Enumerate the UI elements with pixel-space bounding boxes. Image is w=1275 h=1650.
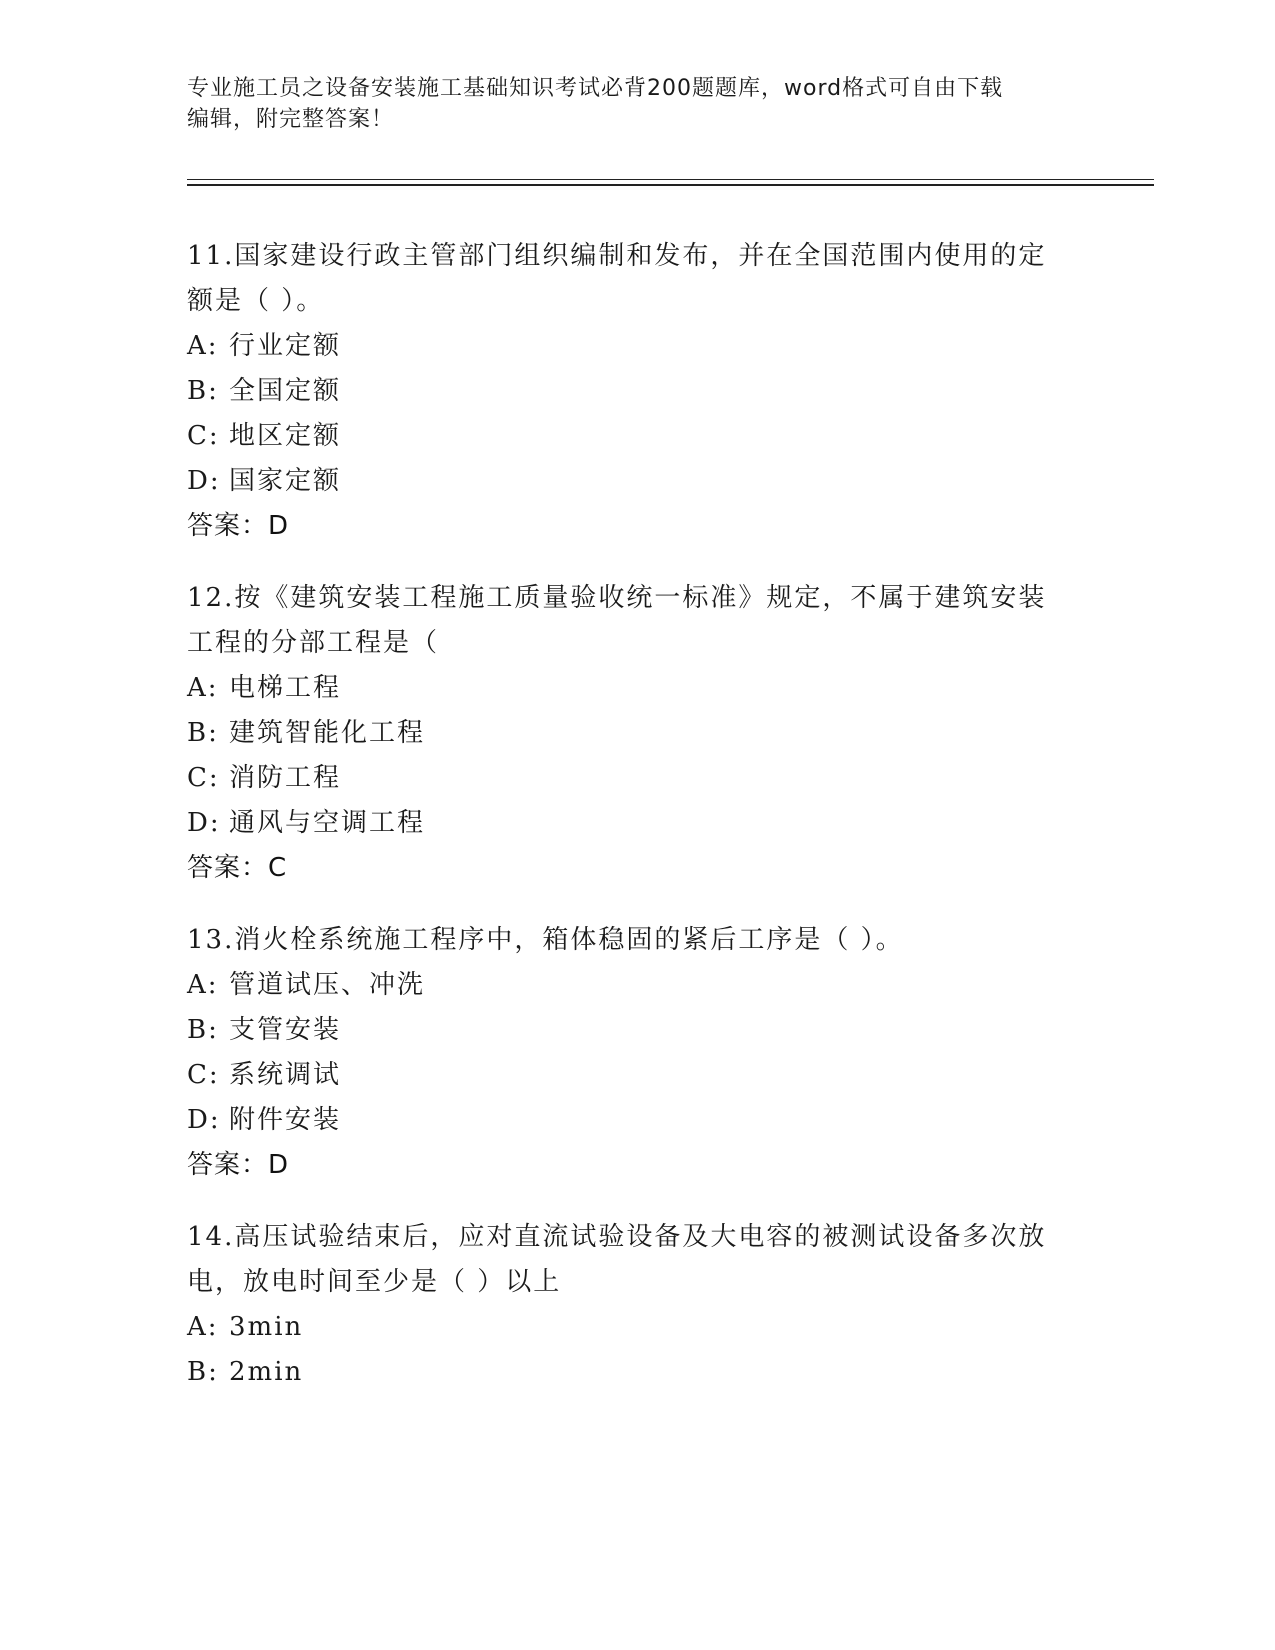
option-b xyxy=(187,1350,1067,1395)
option-key: A: xyxy=(187,970,219,1000)
option-key: C: xyxy=(187,1060,220,1090)
option-d xyxy=(187,459,1067,504)
option-text: 3min xyxy=(229,1312,304,1342)
option-key: A: xyxy=(187,1312,219,1342)
option-key: B: xyxy=(187,376,219,406)
stem-line: 额是（ ）。 xyxy=(187,286,325,316)
stem-line: 电，放电时间至少是（ ）以上 xyxy=(187,1267,562,1297)
question-list xyxy=(187,234,1067,1422)
option-text: 建筑智能化工程 xyxy=(229,718,426,748)
question-11 xyxy=(187,234,1067,549)
option-text: 2min xyxy=(229,1357,304,1387)
option-d xyxy=(187,1098,1067,1143)
header-line-2: 编辑，附完整答案！ xyxy=(187,107,395,132)
option-text: 附件安装 xyxy=(229,1105,342,1135)
document-header xyxy=(187,73,1067,135)
option-text: 全国定额 xyxy=(229,376,342,406)
stem-line: 13.消火栓系统施工程序中，箱体稳固的紧后工序是（ ）。 xyxy=(187,925,904,955)
option-b xyxy=(187,711,1067,756)
option-text: 电梯工程 xyxy=(229,673,342,703)
option-text: 通风与空调工程 xyxy=(229,808,426,838)
option-a xyxy=(187,324,1067,369)
option-text: 消防工程 xyxy=(229,763,342,793)
option-b xyxy=(187,369,1067,414)
option-key: A: xyxy=(187,673,219,703)
option-key: C: xyxy=(187,421,220,451)
stem-line: 工程的分部工程是（ xyxy=(187,628,440,658)
question-14 xyxy=(187,1215,1067,1395)
option-c xyxy=(187,1053,1067,1098)
question-stem xyxy=(187,234,1067,324)
option-text: 支管安装 xyxy=(229,1015,342,1045)
stem-line: 14.高压试验结束后，应对直流试验设备及大电容的被测试设备多次放 xyxy=(187,1222,1047,1252)
option-key: D: xyxy=(187,1105,221,1135)
question-stem xyxy=(187,576,1067,666)
stem-line: 11.国家建设行政主管部门组织编制和发布，并在全国范围内使用的定 xyxy=(187,241,1047,271)
answer-line: 答案：D xyxy=(187,511,290,541)
option-text: 国家定额 xyxy=(229,466,342,496)
option-a xyxy=(187,963,1067,1008)
option-c xyxy=(187,756,1067,801)
question-12 xyxy=(187,576,1067,891)
option-key: D: xyxy=(187,808,221,838)
option-key: D: xyxy=(187,466,221,496)
stem-line: 12.按《建筑安装工程施工质量验收统一标准》规定，不属于建筑安装 xyxy=(187,583,1047,613)
option-key: B: xyxy=(187,1015,219,1045)
option-text: 管道试压、冲洗 xyxy=(229,970,426,1000)
option-key: A: xyxy=(187,331,219,361)
option-text: 地区定额 xyxy=(229,421,342,451)
option-key: B: xyxy=(187,718,219,748)
option-d xyxy=(187,801,1067,846)
option-a xyxy=(187,666,1067,711)
header-divider-bottom xyxy=(187,184,1154,186)
question-13 xyxy=(187,918,1067,1188)
option-c xyxy=(187,414,1067,459)
option-b xyxy=(187,1008,1067,1053)
option-a xyxy=(187,1305,1067,1350)
header-divider-top xyxy=(187,179,1154,180)
option-key: C: xyxy=(187,763,220,793)
option-text: 行业定额 xyxy=(229,331,342,361)
header-line-1: 专业施工员之设备安装施工基础知识考试必背200题题库，word格式可自由下载 xyxy=(187,76,1004,101)
answer-line: 答案：D xyxy=(187,1150,290,1180)
option-key: B: xyxy=(187,1357,219,1387)
question-stem xyxy=(187,1215,1067,1305)
option-text: 系统调试 xyxy=(229,1060,342,1090)
question-stem xyxy=(187,918,1067,963)
answer-line: 答案：C xyxy=(187,853,288,883)
